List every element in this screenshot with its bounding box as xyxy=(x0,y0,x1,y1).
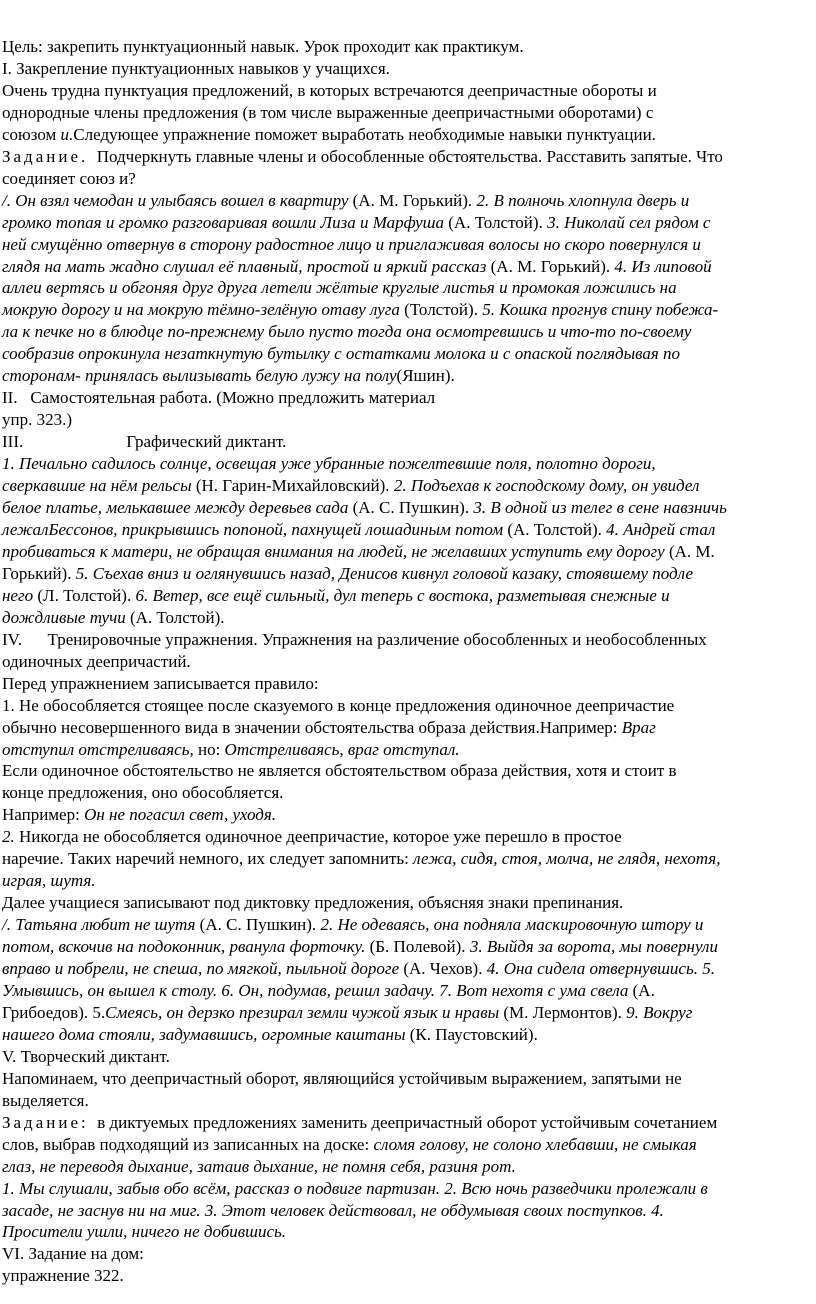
italic-text-segment: глядя на мать жадно слушал её плавный, простой и яркий рассказ xyxy=(2,256,487,276)
italic-text-segment: сверкавшие на нём рельсы xyxy=(2,476,192,496)
italic-text-segment: сломя голову, не солоно хлебавши, не смыкая xyxy=(373,1134,697,1154)
text-segment: (Л. Толстой). xyxy=(33,585,136,605)
text-segment: (А. xyxy=(628,980,655,1000)
text-segment: одиночных деепричастий. xyxy=(2,651,191,671)
text-line xyxy=(2,146,814,168)
italic-text-segment: нашего дома стояли, задумавшись, огромные каштаны xyxy=(2,1024,406,1044)
text-segment: Далее учащиеся записывают под диктовку предложения, объясняя знаки препинания. xyxy=(2,893,624,913)
text-segment: II. Самостоятельная работа. (Можно предложить материал xyxy=(2,388,436,408)
text-segment: конце предложения, оно обособляется. xyxy=(2,783,284,803)
italic-text-segment: глаз, не переводя дыхание, затаив дыхание, не помня себя, разиня рот. xyxy=(2,1156,516,1176)
text-line xyxy=(2,277,814,299)
text-line xyxy=(2,760,814,782)
italic-text-segment: отступил отстреливаясь, xyxy=(2,739,194,759)
text-line xyxy=(2,36,814,58)
italic-text-segment: 5. Кошка прогнув спину побежа- xyxy=(482,300,719,320)
text-segment: I. Закрепление пунктуационных навыков у учащихся. xyxy=(2,58,390,78)
italic-text-segment: громко топая и громко разговаривая вошли Лиза и Марфуша xyxy=(2,212,444,232)
text-segment: VI. Задание на дом: xyxy=(2,1244,144,1264)
text-segment: (А. Толстой). xyxy=(503,519,607,539)
text-line xyxy=(2,1024,814,1046)
text-segment: Следующее упражнение поможет выработать необходимые навыки пунктуации. xyxy=(73,124,656,144)
text-segment: наречие. Таких наречий немного, их следует запомнить: xyxy=(2,849,414,869)
text-segment: Например: xyxy=(2,805,85,825)
italic-text-segment: ней смущённо отвернув в сторону радостное лицо и приглаживая волосы но скоро повернулся и xyxy=(2,234,701,254)
text-line xyxy=(2,321,814,343)
text-line xyxy=(2,1156,814,1178)
text-line xyxy=(2,80,814,102)
text-segment: Если одиночное обстоятельство не является обстоятельством образа действия, хотя и стоит в xyxy=(2,761,677,781)
text-segment: Подчеркнуть главные члены и обособленные обстоятельства. Расставить запятые. Что xyxy=(88,146,723,166)
text-segment: в диктуемых предложениях заменить деепричастный оборот устойчивым сочетанием xyxy=(88,1112,718,1132)
italic-text-segment: Просители ушли, ничего не добившись. xyxy=(2,1222,287,1242)
text-segment: Грибоедов). 5. xyxy=(2,1002,106,1022)
text-segment: (Толстой). xyxy=(399,300,483,320)
text-line xyxy=(2,958,814,980)
text-segment: (А. Толстой). xyxy=(125,607,225,627)
text-line xyxy=(2,585,814,607)
italic-text-segment: 1. Мы слушали, забыв обо всём, рассказ о подвиге партизан. 2. Всю ночь разведчики пролежали в xyxy=(2,1178,708,1198)
text-line xyxy=(2,234,814,256)
italic-text-segment: пробиваться к матери, не обращая внимания на людей, не желавших уступить ему дорогу xyxy=(2,541,665,561)
text-segment: (А. Толстой). xyxy=(444,212,548,232)
text-segment: упр. 323.) xyxy=(2,410,73,430)
italic-text-segment: 4. Андрей стал xyxy=(606,519,716,539)
italic-text-segment: Умывшись, он вышел к столу. 6. Он, подумав, решил задачу. 7. Вот нехотя с ума свела xyxy=(2,980,629,1000)
text-line xyxy=(2,190,814,212)
document-page xyxy=(2,36,814,1287)
text-line xyxy=(2,1200,814,1222)
text-line xyxy=(2,695,814,717)
text-segment: (А. М. Горький). xyxy=(348,190,477,210)
italic-text-segment: 9. Вокруг xyxy=(626,1002,693,1022)
text-segment: Горький). xyxy=(2,563,76,583)
italic-text-segment: играя, шутя. xyxy=(2,871,96,891)
text-line xyxy=(2,870,814,892)
text-segment: (Яшин). xyxy=(396,366,455,386)
text-line xyxy=(2,541,814,563)
text-line xyxy=(2,365,814,387)
italic-text-segment: него xyxy=(2,585,34,605)
text-segment: Очень трудна пунктуация предложений, в которых встречаются деепричастные обороты и xyxy=(2,80,657,100)
text-line xyxy=(2,826,814,848)
text-line xyxy=(2,1221,814,1243)
text-segment: (Н. Гарин-Михайловский). xyxy=(191,476,394,496)
text-line xyxy=(2,717,814,739)
italic-text-segment: аллеи вертясь и обгоняя друг друга летели жёлтые круглые листья и промокая ложились на xyxy=(2,278,677,298)
italic-text-segment: 2. xyxy=(2,827,15,847)
italic-text-segment: лежалБессонов, прикрывшись попоной, пахнущей лошадиным потом xyxy=(2,519,504,539)
italic-text-segment: 3. В одной из телег в сене навзничь xyxy=(473,498,727,518)
text-segment: однородные члены предложения (в том числе выраженные деепричастными оборотами) с xyxy=(2,102,654,122)
text-segment: Никогда не обособляется одиночное деепричастие, которое уже перешло в простое xyxy=(14,827,622,847)
text-line xyxy=(2,387,814,409)
text-segment: соединяет союз и? xyxy=(2,168,136,188)
text-line xyxy=(2,914,814,936)
text-line xyxy=(2,475,814,497)
italic-text-segment: лежа, сидя, стоя, молча, не глядя, нехотя, xyxy=(413,849,721,869)
text-line xyxy=(2,1090,814,1112)
italic-text-segment: Враг xyxy=(621,717,656,737)
text-segment: упражнение 322. xyxy=(2,1266,124,1286)
italic-text-segment: засаде, не заснув ни на миг. 3. Этот человек действовал, не обдумывая своих поступков. 4. xyxy=(2,1200,664,1220)
italic-text-segment: 3. Выйдя за ворота, мы повернули xyxy=(469,937,718,957)
text-line xyxy=(2,1002,814,1024)
text-segment: IV. Тренировочные упражнения. Упражнения на различение обособленных и необособленных xyxy=(2,629,707,649)
text-segment: (Б. Полевой). xyxy=(365,937,470,957)
text-segment: Цель: закрепить пунктуационный навык. Урок проходит как практикум. xyxy=(2,37,524,56)
text-segment: обычно несовершенного вида в значении обстоятельства образа действия.Например: xyxy=(2,717,622,737)
text-line xyxy=(2,343,814,365)
text-line xyxy=(2,1046,814,1068)
text-line xyxy=(2,980,814,1002)
italic-text-segment: 2. Не одеваясь, она подняла маскировочную штору и xyxy=(320,915,704,935)
text-line xyxy=(2,607,814,629)
text-segment: но: xyxy=(193,739,225,759)
italic-text-segment: 2. Подъехав к господскому дому, он увидел xyxy=(393,476,700,496)
text-line xyxy=(2,58,814,80)
italic-text-segment: ла к печке но в блюдце по-прежнему было пусто тогда она осмотревшись и что-то по-своему xyxy=(2,322,692,342)
italic-text-segment: дождливые тучи xyxy=(2,607,126,627)
text-segment: слов, выбрав подходящий из записанных на доске: xyxy=(2,1134,374,1154)
text-segment: (А. С. Пушкин). xyxy=(195,915,321,935)
text-line xyxy=(2,673,814,695)
italic-text-segment: Он не погасил свет, уходя. xyxy=(84,805,277,825)
text-line xyxy=(2,629,814,651)
italic-text-segment: сторонам- принялась вылизывать белую лужу на полу xyxy=(2,366,397,386)
italic-text-segment: мокрую дорогу и на мокрую тёмно-зелёную отаву луга xyxy=(2,300,400,320)
italic-text-segment: 4. Она сидела отвернувшись. 5. xyxy=(486,959,715,979)
text-line xyxy=(2,1243,814,1265)
text-line xyxy=(2,256,814,278)
text-line xyxy=(2,1134,814,1156)
text-segment: выделяется. xyxy=(2,1090,89,1110)
text-line xyxy=(2,1178,814,1200)
italic-text-segment: /. Он взял чемодан и улыбаясь вошел в квартиру xyxy=(2,190,349,210)
italic-text-segment: потом, вскочив на подоконник, рванула форточку. xyxy=(2,937,366,957)
italic-text-segment: 1. Печально садилось солнце, освещая уже убранные пожелтевшие поля, полотно дороги, xyxy=(2,454,656,474)
text-line xyxy=(2,168,814,190)
text-line xyxy=(2,1068,814,1090)
text-line xyxy=(2,739,814,761)
text-line xyxy=(2,651,814,673)
text-segment: Задание. xyxy=(2,146,89,166)
text-segment: (А. М. xyxy=(664,541,715,561)
text-segment: (А. М. Горький). xyxy=(486,256,615,276)
text-line xyxy=(2,848,814,870)
text-segment: (К. Паустовский). xyxy=(405,1024,538,1044)
italic-text-segment: 6. Ветер, все ещё сильный, дул теперь с востока, разметывая снежные и xyxy=(135,585,670,605)
italic-text-segment: вправо и побрели, не спеша, по мягкой, пыльной дороге xyxy=(2,959,400,979)
italic-text-segment: белое платье, мелькавшее между деревьев сада xyxy=(2,498,349,518)
text-segment: III. xyxy=(2,432,24,452)
text-segment: союзом xyxy=(2,124,61,144)
text-segment: Графический диктант. xyxy=(126,432,287,452)
text-line xyxy=(2,892,814,914)
text-line xyxy=(2,212,814,234)
text-line xyxy=(2,409,814,431)
text-line xyxy=(2,299,814,321)
italic-text-segment: 4. Из липовой xyxy=(614,256,712,276)
text-line xyxy=(2,936,814,958)
text-line xyxy=(2,563,814,585)
text-line xyxy=(2,102,814,124)
italic-text-segment: 3. Николай сел рядом с xyxy=(547,212,711,232)
text-line xyxy=(2,431,814,453)
text-line xyxy=(2,804,814,826)
text-line xyxy=(2,1112,814,1134)
text-segment: Задание: xyxy=(2,1112,89,1132)
text-segment: 1. Не обособляется стоящее после сказуемого в конце предложения одиночное деепричастие xyxy=(2,695,675,715)
text-line xyxy=(2,519,814,541)
text-segment: Перед упражнением записывается правило: xyxy=(2,673,319,693)
text-line xyxy=(2,453,814,475)
italic-text-segment: Отстреливаясь, враг отступал. xyxy=(224,739,460,759)
text-segment: V. Творческий диктант. xyxy=(2,1046,170,1066)
text-line xyxy=(2,124,814,146)
text-segment: (А. Чехов). xyxy=(399,959,487,979)
text-segment: (М. Лермонтов). xyxy=(499,1002,627,1022)
text-line xyxy=(2,782,814,804)
italic-text-segment: /. Татьяна любит не шутя xyxy=(2,915,196,935)
italic-text-segment: и. xyxy=(60,124,74,144)
italic-text-segment: 5. Съехав вниз и оглянувшись назад, Денисов кивнул головой казаку, стоявшему подле xyxy=(75,563,694,583)
text-segment: (А. С. Пушкин). xyxy=(348,498,474,518)
text-line xyxy=(2,1265,814,1287)
text-segment: Напоминаем, что деепричастный оборот, являющийся устойчивым выражением, запятыми не xyxy=(2,1068,682,1088)
italic-text-segment: 2. В полночь хлопнула дверь и xyxy=(476,190,690,210)
italic-text-segment: Смеясь, он дерзко презирал земли чужой язык и нравы xyxy=(105,1002,500,1022)
italic-text-segment: сообразив опрокинула незаткнутую бутылку с остатками молока и с опаской поглядывая по xyxy=(2,344,681,364)
text-line xyxy=(2,497,814,519)
